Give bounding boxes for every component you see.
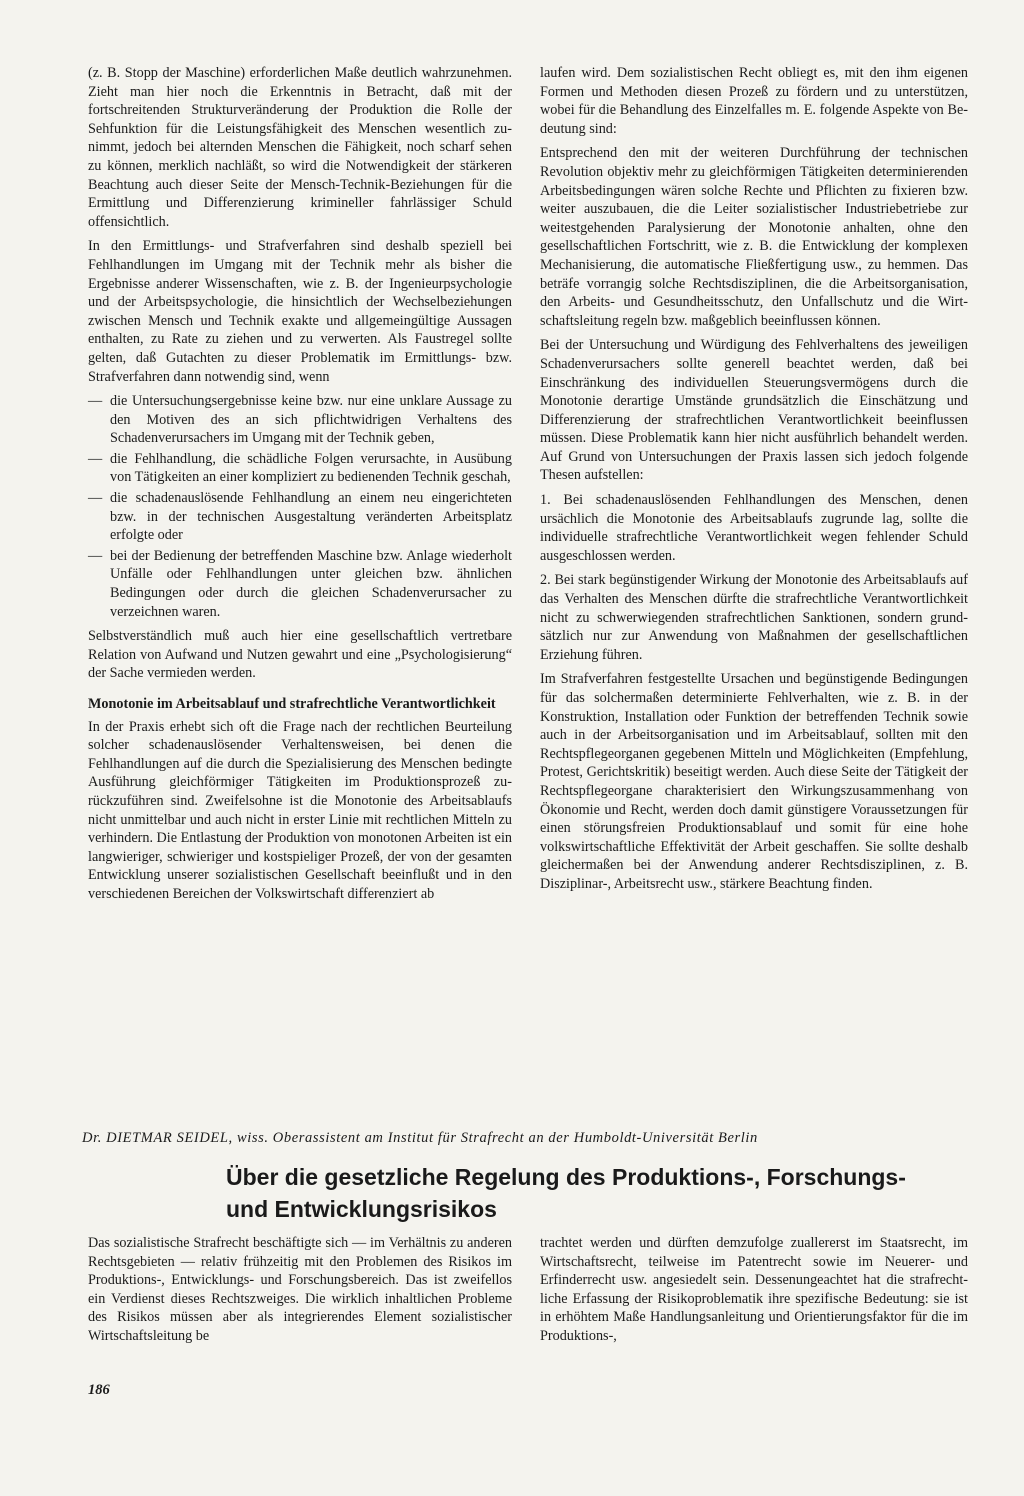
section-heading: Monotonie im Arbeitsablauf und strafrechtliche Verantwortlichkeit <box>88 696 496 712</box>
thesis-item: 2. Bei stark begünstigender Wirkung der Monotonie des Arbeitsablaufs auf das Verhalten des Menschen dürfte die strafrechtliche Verantwortlichkeit nicht zu schwerwiegenden strafrechtlichen Sanktionen, sondern grundsätzlich nur zur Anwendung von Maßnahmen der gesellschaftlichen Erziehung führen. <box>540 572 968 663</box>
right-column <box>540 64 968 900</box>
list-item: — bei der Bedienung der betreffenden Maschine bzw. Anlage wiederholt Unfälle oder Fehlhandlungen unter gleichen bzw. ähnlichen Bedingungen oder durch die gleichen Schadenverursacher zu verzeichnen waren. <box>110 547 512 621</box>
theses-list <box>540 491 968 664</box>
paragraph: Entsprechend den mit der weiteren Durchführung der technischen Revolution objektiv mehr zu gleichförmigen Tätigkeiten determinierenden Arbeitsbedingungen wären solche Rechte und Pflichten zu fixieren bzw. weiter auszubauen, die die Leiter sozialistischer Industriebetriebe zur weitestgehenden Paralysierung der Monotonie anhalten, ohne den gesellschaftlichen Fortschritt, wie z. B. die Entwicklung der komplexen Mechanisierung, die automatische Fließfertigung usw., zu hemmen. Das beträfe vorrangig solche Rechtsdisziplinen, die die Arbeitsorganisation, den Arbeits- und Gesundheitsschutz, den Unfallschutz und die Wirtschaftsleitung regeln bzw. maßgeblich beeinflussen können. <box>540 145 968 329</box>
paragraph: In der Praxis erhebt sich oft die Frage nach der rechtlichen Beurteilung solcher schadenauslösender Verhaltensweisen, bei denen die Fehlhandlungen auf die durch die Spezialisierung des Menschen bedingte Ausführung gleichförmiger Tätigkeiten im Produktionsprozeß zurückzuführen sind. Zweifelsohne ist die Monotonie des Arbeitsablaufs nicht unmittelbar und auch nicht in erster Linie mit rechtlichen Mitteln zu verhindern. Die Entlastung der Produktion von monotonen Arbeiten ist ein langwieriger, schwieriger und kostspieliger Prozeß, der von der gesamten Entwicklung unserer sozialistischen Gesellschaft beeinflußt und in den verschiedenen Bereichen der Volkswirtschaft differenziert ab <box>88 718 512 902</box>
paragraph: laufen wird. Dem sozialistischen Recht obliegt es, mit den ihm eigenen Formen und Methoden diesen Prozeß zu fördern und zu unterstützen, wobei für die Behandlung des Einzelfalles m. E. folgende Aspekte von Bedeutung sind: <box>540 65 968 137</box>
page-number: 186 <box>88 1382 110 1398</box>
article-author: Dr. DIETMAR SEIDEL, wiss. Oberassistent am Institut für Strafrecht an der Humboldt-Universität Berlin <box>82 1130 758 1146</box>
paragraph: trachtet werden und dürften demzufolge zuallererst im Staatsrecht, im Wirtschaftsrecht, teilweise im Patentrecht sowie im Neuerer- und Erfinderrecht usw. angesiedelt sein. Dessenungeachtet hat die strafrechtliche Erfassung der Risikoproblematik ihre spezifische Bedeutung: sie ist in erhöhtem Maße Handlungsanleitung und Orientierungsfaktor für die im Produktions-, <box>540 1235 968 1344</box>
article-left-column <box>88 1234 512 1352</box>
paragraph: Selbstverständlich muß auch hier eine gesellschaftlich vertretbare Relation von Aufwand und Nutzen gewahrt und eine „Psychologisierung“ der Sache vermieden werden. <box>88 628 512 682</box>
paragraph: Das sozialistische Strafrecht beschäftigte sich — im Verhältnis zu anderen Rechtsgebieten — relativ frühzeitig mit den Problemen des Risikos im Produktions-, Entwicklungs- und Forschungsbereich. Das ist zweifellos ein Verdienst dieses Rechtszweiges. Die wirklich inhaltlichen Probleme des Risikos müssen aber als integrierendes Element sozialistischer Wirtschaftsleitung be <box>88 1235 512 1344</box>
list-item: — die schadenauslösende Fehlhandlung an einem neu eingerichteten bzw. in der technischen Ausgestaltung veränderten Arbeitsplatz erfolgte oder <box>110 489 512 545</box>
paragraph: Im Strafverfahren festgestellte Ursachen und begünstigende Bedingungen für das solchermaßen determinierte Fehlverhalten, wie z. B. in der Konstruktion, Installation oder Funktion der betreffenden Technik sowie auch in der Arbeitsorganisation und im Arbeitsablauf, sollten mit den Rechtspflegeorganen gegebenen Mitteln und Möglichkeiten (Empfehlung, Protest, Gerichtskritik) beseitigt werden. Auch diese Seite der Tätigkeit der Rechtspflegeorgane charakterisiert den Wirkungszusammenhang von Ökonomie und Recht, werden doch damit günstigere Voraussetzungen für einen störungsfreien Produktionsablauf und somit für eine hohe volkswirtschaftliche Effektivität der Arbeit geschaffen. Sie sollte deshalb gleichermaßen bei der Anwendung anderer Rechtsdisziplinen, z. B. Disziplinar-, Arbeitsrecht usw., stärkere Beachtung finden. <box>540 671 968 892</box>
paragraph: (z. B. Stopp der Maschine) erforderlichen Maße deutlich wahrzunehmen. Zieht man hier noch die Erkenntnis in Betracht, daß mit der fortschreitenden Strukturveränderung der Produktion die Rolle der Sehfunktion für die Leistungsfähigkeit des Menschen wesentlich zunimmt, jedoch bei alternden Menschen die Fähigkeit, noch scharf sehen zu können, merklich nachläßt, so wird die Notwendigkeit der stärkeren Beachtung auch dieser Seite der Mensch-Technik-Beziehungen für die Ermittlung und Differenzierung krimineller fahrlässiger Schuld offensichtlich. <box>88 65 512 230</box>
list-item: — die Fehlhandlung, die schädliche Folgen verursachte, in Ausübung von Tätigkeiten an einer kompliziert zu bedienenden Technik geschah, <box>110 450 512 487</box>
thesis-item: 1. Bei schadenauslösenden Fehlhandlungen des Menschen, denen ursächlich die Monotonie des Arbeitsablaufs zugrunde lag, sollte die individuelle strafrechtliche Verantwortlichkeit wegen fehlender Schuld ausgeschlossen werden. <box>540 492 968 564</box>
paragraph: In den Ermittlungs- und Strafverfahren sind deshalb speziell bei Fehlhandlungen im Umgang mit der Technik mehr als bisher die Ergebnisse anderer Wissenschaften, wie z. B. der Ingenieurpsychologie und der Arbeitspsychologie, die hinsichtlich der Wechselbeziehungen zwischen Mensch und Technik exakte und allgemeingültige Aussagen enthalten, zu Rate zu ziehen und zu verwerten. Als Faustregel sollte gelten, daß Gutachten zu dieser Problematik im Ermittlungs- bzw. Strafverfahren dann notwendig sind, wenn <box>88 238 512 385</box>
paragraph: Bei der Untersuchung und Würdigung des Fehlverhaltens des jeweiligen Schadenverursachers sollte generell beachtet werden, daß bei Einschränkung des individuellen Steuerungsvermögens durch die Monotonie derartige Umstände grundsätzlich die Einschätzung und Differenzierung der strafrechtlichen Verantwortlichkeit beeinflussen müssen. Diese Problematik kann hier nicht ausführlich behandelt werden. Auf Grund von Untersuchungen der Praxis lassen sich jedoch folgende Thesen aufstellen: <box>540 337 968 484</box>
article-right-column <box>540 1234 968 1352</box>
left-column <box>88 64 512 910</box>
criteria-list <box>88 392 512 621</box>
article-title: Über die gesetzliche Regelung des Produktions-, Forschungs- und Entwicklungsrisikos <box>226 1164 906 1222</box>
list-item: — die Untersuchungsergebnisse keine bzw. nur eine unklare Aussage zu den Motiven des an sich pflichtwidrigen Verhaltens des Schadenverursachers im Umgang mit der Technik geben, <box>110 392 512 448</box>
